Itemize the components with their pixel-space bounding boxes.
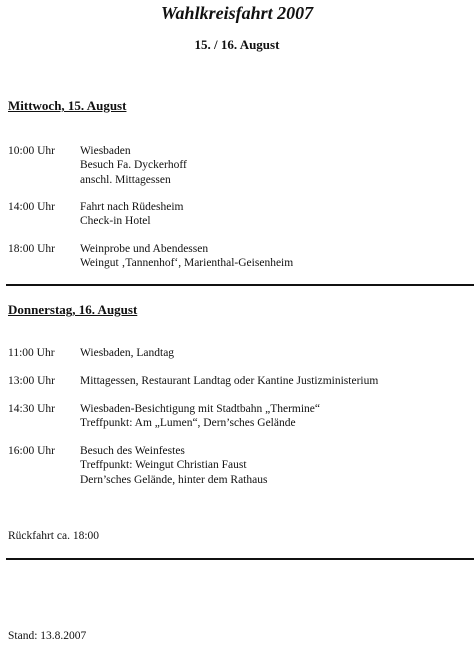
entry-time: 18:00 Uhr — [8, 243, 55, 255]
entry-line: Wiesbaden, Landtag — [80, 347, 175, 359]
entry-time: 16:00 Uhr — [8, 445, 55, 457]
entry-description — [80, 144, 460, 187]
entry-line: Weinprobe und Abendessen — [80, 243, 209, 255]
entry-time: 13:00 Uhr — [8, 375, 55, 387]
entry-line: Wiesbaden — [80, 145, 131, 157]
entry-line: Wiesbaden-Besichtigung mit Stadtbahn „Thermine“ — [80, 403, 321, 415]
entry-line: Fahrt nach Rüdesheim — [80, 201, 184, 213]
section-divider — [6, 558, 474, 560]
entry-line: anschl. Mittagessen — [80, 173, 171, 186]
entry-line: Dern’sches Gelände, hinter dem Rathaus — [80, 473, 268, 486]
entry-line: Besuch des Weinfestes — [80, 445, 185, 457]
day-heading-thursday: Donnerstag, 16. August — [8, 302, 138, 317]
status-date: Stand: 13.8.2007 — [8, 630, 87, 642]
entry-line: Treffpunkt: Weingut Christian Faust — [80, 459, 247, 472]
entry-time: 10:00 Uhr — [8, 145, 55, 157]
entry-description — [80, 200, 460, 229]
entry-description — [80, 402, 460, 431]
entry-line: Treffpunkt: Am „Lumen“, Dern’sches Gelände — [80, 417, 296, 430]
entry-line: Check-in Hotel — [80, 215, 151, 228]
entry-time: 14:30 Uhr — [8, 403, 55, 415]
document-dates: 15. / 16. August — [194, 37, 280, 52]
entry-description — [80, 242, 460, 271]
entry-time: 14:00 Uhr — [8, 201, 55, 213]
entry-line: Mittagessen, Restaurant Landtag oder Kantine Justizministerium — [80, 375, 379, 387]
day-heading-wednesday: Mittwoch, 15. August — [8, 98, 127, 113]
entry-description — [80, 444, 460, 487]
entry-description — [80, 346, 460, 360]
entry-line: Besuch Fa. Dyckerhoff — [80, 159, 187, 172]
entry-line: Weingut ‚Tannenhof‘, Marienthal-Geisenheim — [80, 257, 294, 270]
section-divider — [6, 284, 474, 286]
document-title: Wahlkreisfahrt 2007 — [160, 3, 314, 23]
entry-time: 11:00 Uhr — [8, 347, 55, 359]
return-trip-note: Rückfahrt ca. 18:00 — [8, 530, 100, 542]
entry-description — [80, 374, 460, 388]
